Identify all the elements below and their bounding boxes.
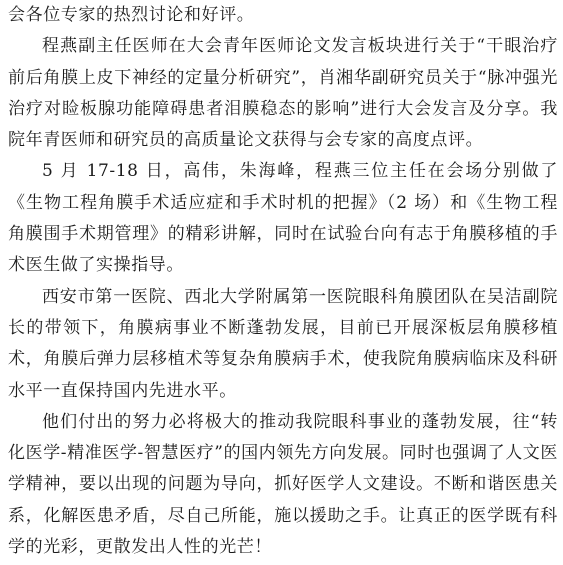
paragraph-continuation: 会各位专家的热烈讨论和好评。: [8, 5, 255, 25]
paragraph-youth-papers: 程燕副主任医师在大会青年医师论文发言板块进行关于“干眼治疗前后角膜上皮下神经的定量分析研究”，肖湘华副研究员关于“脉冲强光治疗对睑板腺功能障碍患者泪膜稳态的影响”进行大会发言及分享。我院年青医师和研究员的高质量论文获得与会专家的高度点评。: [8, 36, 558, 151]
article-body: [8, 0, 558, 563]
paragraph-lectures: 5 月 17-18 日，高伟，朱海峰，程燕三位主任在会场分别做了《生物工程角膜手术适应症和手术时机的把握》（2 场）和《生物工程角膜围手术期管理》的精彩讲解，同时在试验台向有志于角膜移植的手术医生做了实操指导。: [8, 161, 558, 276]
paragraph-conclusion: 他们付出的努力必将极大的推动我院眼科事业的蓬勃发展，往“转化医学-精准医学-智慧医疗”的国内领先方向发展。同时也强调了人文医学精神，要以出现的问题为导向，抓好医学人文建设。不断和谐医患关系，化解医患矛盾，尽自己所能，施以援助之手。让真正的医学既有科学的光彩，更散发出人性的光芒！: [8, 411, 558, 558]
paragraph-cornea-team: 西安市第一医院、西北大学附属第一医院眼科角膜团队在吴洁副院长的带领下，角膜病事业不断蓬勃发展，目前已开展深板层角膜移植术，角膜后弹力层移植术等复杂角膜病手术，使我院角膜病临床及科研水平一直保持国内先进水平。: [8, 286, 558, 401]
